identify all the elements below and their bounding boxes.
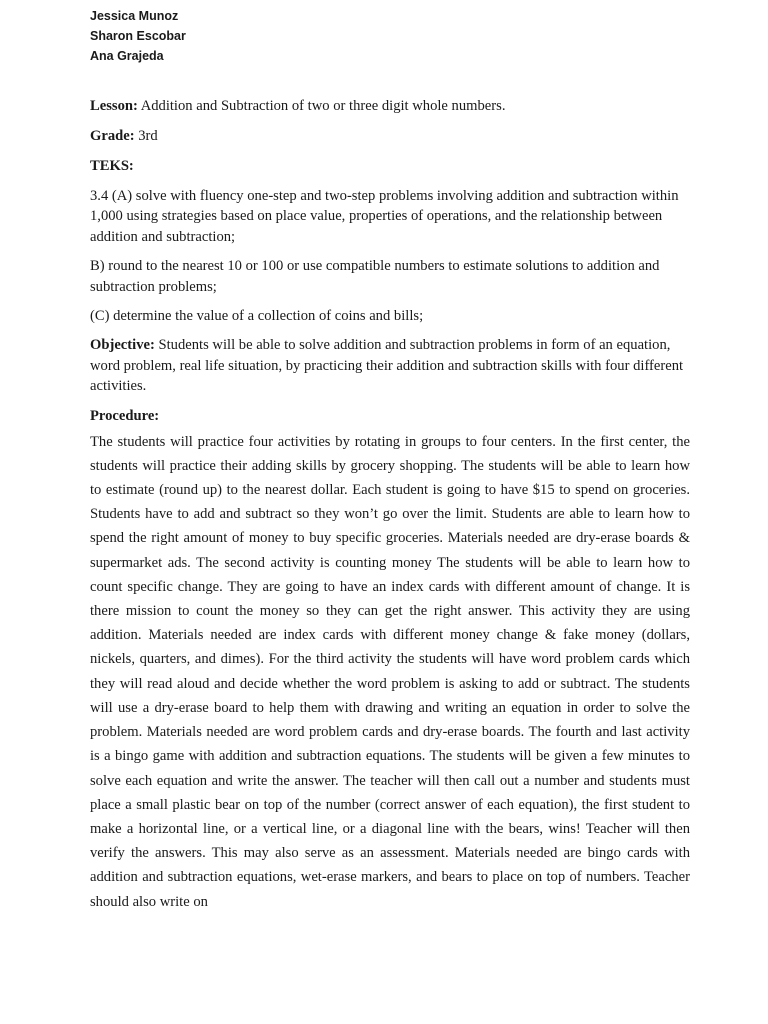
teks-item: 3.4 (A) solve with fluency one-step and two-step problems involving addition and subtraction within 1,000 using strategies based on place value, properties of operations, and the relationship between addition and subtraction; (90, 188, 679, 245)
teks-item: B) round to the nearest 10 or 100 or use compatible numbers to estimate solutions to addition and subtraction problems; (90, 258, 660, 295)
objective-value: Students will be able to solve addition and subtraction problems in form of an equation, word problem, real life situation, by practicing their addition and subtraction skills with four different activities. (90, 337, 684, 395)
document-page (90, 6, 690, 914)
lesson-line (90, 96, 690, 116)
objective-label: Objective: (90, 337, 155, 354)
procedure-heading: Procedure: (90, 407, 160, 424)
grade-value: 3rd (138, 128, 158, 144)
author-list (90, 6, 690, 66)
lesson-value: Addition and Subtraction of two or three digit whole numbers. (140, 98, 506, 114)
teks-heading: TEKS: (90, 158, 134, 174)
grade-label: Grade: (90, 128, 135, 144)
grade-line (90, 126, 690, 146)
objective-paragraph (90, 335, 690, 396)
procedure-paragraph: The students will practice four activities by rotating in groups to four centers. In the first center, the students will practice their adding skills by grocery shopping. The students will be able to learn how to estimate (round up) to the nearest dollar. Each student is going to have $15 to spend on groceries. Students have to add and subtract so they won’t go over the limit. Students are able to learn how to spend the right amount of money to buy specific groceries. Materials needed are dry-erase boards & supermarket ads. The second activity is counting money The students will be able to learn how to count specific change. They are going to have an index cards with different amount of change. It is there mission to count the money so they can get the right answer. This activity they are using addition. Materials needed are index cards with different money change & fake money (dollars, nickels, quarters, and dimes). For the third activity the students will have word problem cards which they will read aloud and decide whether the word problem is asking to add or subtract. The students will use a dry-erase board to help them with drawing and writing an equation in order to solve the problem. Materials needed are word problem cards and dry-erase boards. The fourth and last activity is a bingo game with addition and subtraction equations. The students will be given a few minutes to solve each equation and write the answer. The teacher will then call out a number and students must place a small plastic bear on top of the number (correct answer of each equation), the first student to make a horizontal line, or a vertical line, or a diagonal line with the bears, wins! Teacher will then verify the answers. This may also serve as an assessment. Materials needed are bingo cards with addition and subtraction equations, wet-erase markers, and bears to place on top of numbers. Teacher should also write on (90, 433, 690, 910)
lesson-label: Lesson: (90, 98, 138, 114)
author-name: Jessica Munoz (90, 9, 179, 23)
lesson-plan-body (90, 96, 690, 914)
teks-item: (C) determine the value of a collection of coins and bills; (90, 308, 424, 325)
author-name: Ana Grajeda (90, 49, 164, 63)
author-name: Sharon Escobar (90, 29, 186, 43)
